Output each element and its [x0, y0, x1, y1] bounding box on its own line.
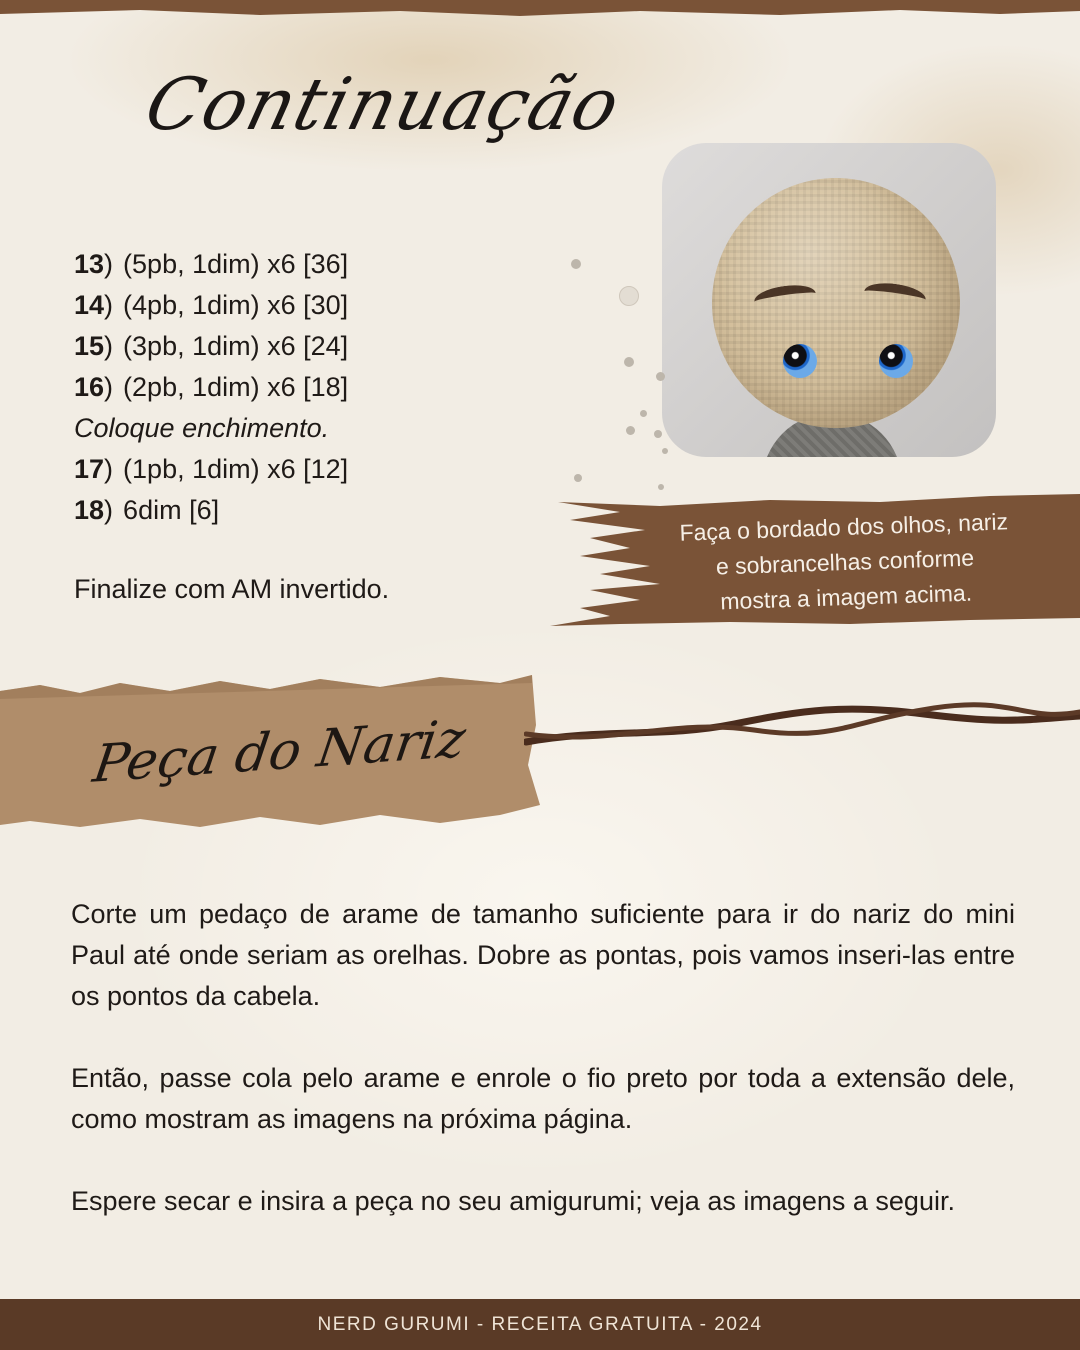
paint-speck [571, 259, 581, 269]
row-number: 18 [74, 495, 105, 525]
left-eyebrow [753, 282, 818, 313]
pattern-note: Coloque enchimento. [74, 413, 330, 443]
row-text: (1pb, 1dim) x6 [12] [123, 454, 349, 484]
right-eyebrow [863, 280, 928, 311]
pattern-instructions [74, 244, 348, 531]
row-text: (3pb, 1dim) x6 [24] [123, 331, 349, 361]
paint-speck [656, 372, 665, 381]
amigurumi-head-photo [662, 143, 996, 457]
row-number: 16 [74, 372, 105, 402]
paint-speck [626, 426, 635, 435]
footer-text: NERD GURUMI - RECEITA GRATUITA - 2024 [317, 1313, 763, 1335]
row-text: (5pb, 1dim) x6 [36] [123, 249, 349, 279]
finalize-instruction: Finalize com AM invertido. [74, 574, 390, 604]
banner-line: e sobrancelhas conforme [715, 544, 975, 580]
pattern-row: 13) (5pb, 1dim) x6 [36] [74, 249, 349, 279]
paint-speck [662, 448, 668, 454]
paint-speck [619, 286, 639, 306]
paint-speck [654, 430, 662, 438]
banner-caption [608, 502, 1080, 623]
crochet-head [712, 178, 960, 428]
right-eye [879, 344, 913, 378]
banner-line: mostra a imagem acima. [719, 579, 973, 615]
instruction-paragraph: Corte um pedaço de arame de tamanho suficiente para ir do nariz do mini Paul até onde seriam as orelhas. Dobre as pontas, pois vamos inseri-las entre os pontos da cabela. [71, 899, 1015, 1011]
paint-speck [624, 357, 634, 367]
row-text: (2pb, 1dim) x6 [18] [123, 372, 349, 402]
left-eye [783, 344, 817, 378]
pattern-row: 14) (4pb, 1dim) x6 [30] [74, 290, 349, 320]
row-number: 14 [74, 290, 105, 320]
pattern-row: 18) 6dim [6] [74, 495, 220, 525]
top-border [0, 0, 1080, 8]
row-number: 17 [74, 454, 105, 484]
paint-speck [640, 410, 647, 417]
pattern-row: 15) (3pb, 1dim) x6 [24] [74, 331, 349, 361]
instruction-paragraph: Espere secar e insira a peça no seu amigurumi; veja as imagens a seguir. [71, 1186, 955, 1216]
page-title: Continuação [137, 62, 629, 146]
pattern-row: 17) (1pb, 1dim) x6 [12] [74, 454, 349, 484]
row-number: 13 [74, 249, 105, 279]
banner-line: Faça o bordado dos olhos, nariz [679, 508, 1009, 546]
row-text: 6dim [6] [123, 495, 220, 525]
top-torn-edge [0, 8, 1080, 18]
pattern-row: 16) (2pb, 1dim) x6 [18] [74, 372, 349, 402]
footer-bar [0, 1299, 1080, 1350]
section-title: Peça do Nariz [89, 709, 470, 795]
wire-twine-decoration [524, 690, 1080, 760]
row-text: (4pb, 1dim) x6 [30] [123, 290, 349, 320]
paint-speck [574, 474, 582, 482]
instruction-paragraph: Então, passe cola pelo arame e enrole o fio preto por toda a extensão dele, como mostram as imagens na próxima página. [71, 1063, 1015, 1134]
row-number: 15 [74, 331, 105, 361]
